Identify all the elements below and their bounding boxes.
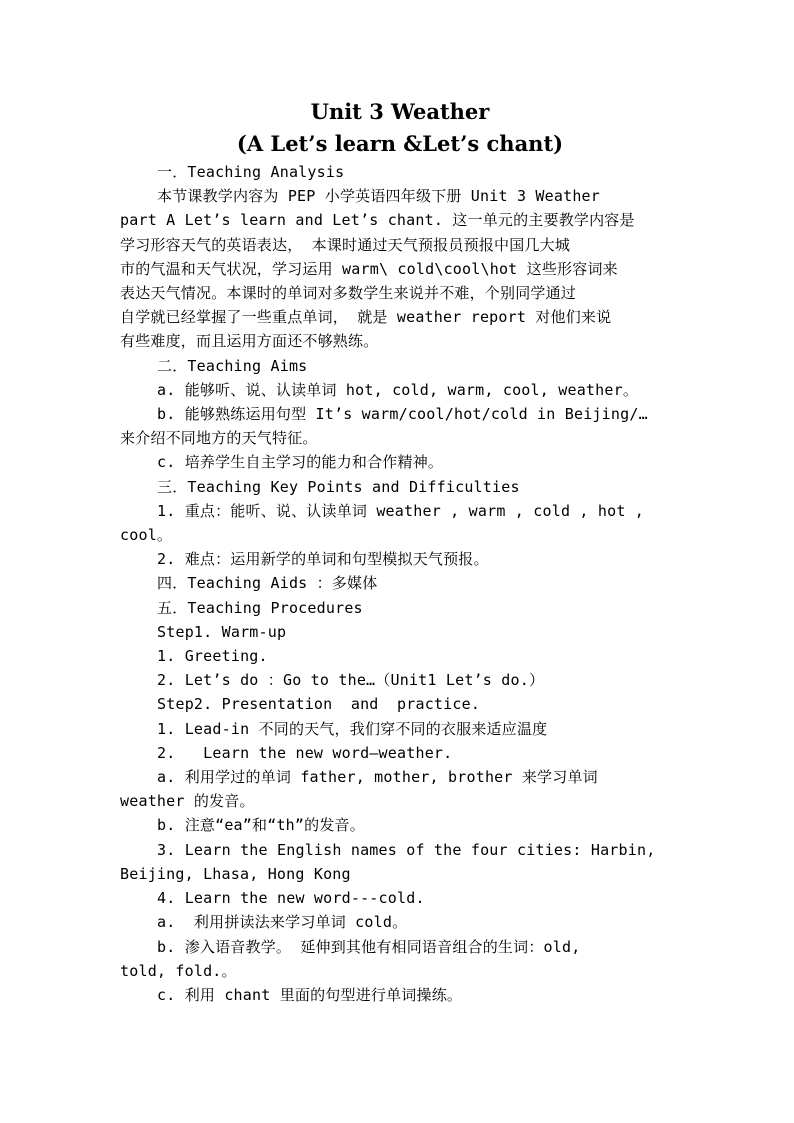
section-heading: 一．Teaching Analysis <box>157 163 345 181</box>
list-item: b. 渗入语音教学。 延伸到其他有相同语音组合的生词：old, <box>157 937 581 956</box>
section-heading: 五．Teaching Procedures <box>157 598 363 617</box>
list-item: 4. Learn the new word---cold. <box>157 889 425 908</box>
paragraph-line: 市的气温和天气状况，学习运用 warm\ cold\cool\hot 这些形容词来 <box>120 259 618 278</box>
list-item-continuation: told, fold.。 <box>120 961 237 980</box>
list-item-continuation: cool。 <box>120 526 173 545</box>
title-line-2: (A Let’s learn &Let’s chant) <box>236 131 564 156</box>
paragraph-line: 表达天气情况。本课时的单词对多数学生来说并不难，个别同学通过 <box>120 284 577 303</box>
title-line-1: Unit 3 Weather <box>310 99 490 124</box>
list-item: 1. Lead-in 不同的天气，我们穿不同的衣服来适应温度 <box>157 719 548 738</box>
list-item: 1. 重点：能听、说、认读单词 weather , warm , cold , hot , <box>157 501 645 520</box>
document-page <box>120 96 680 1007</box>
step-heading: Step1. Warm-up <box>157 622 287 641</box>
paragraph-line: 有些难度，而且运用方面还不够熟练。 <box>120 332 379 351</box>
list-item: a. 利用拼读法来学习单词 cold。 <box>157 913 408 932</box>
section-heading: 二．Teaching Aims <box>157 356 308 375</box>
list-item: b. 注意“ea”和“th”的发音。 <box>157 816 365 835</box>
paragraph-line: 本节课教学内容为 PEP 小学英语四年级下册 Unit 3 Weather <box>157 187 601 206</box>
list-item: c. 培养学生自主学习的能力和合作精神。 <box>157 453 444 472</box>
list-item-continuation: Beijing, Lhasa, Hong Kong <box>120 864 351 883</box>
document-title <box>120 96 680 160</box>
list-item: 2. Learn the new word—weather. <box>157 743 453 762</box>
document-body <box>120 160 680 1007</box>
step-heading: Step2. Presentation and practice. <box>157 695 481 714</box>
section-heading: 三．Teaching Key Points and Difficulties <box>157 477 520 496</box>
list-item: c. 利用 chant 里面的句型进行单词操练。 <box>157 985 463 1004</box>
section-heading: 四．Teaching Aids ：多媒体 <box>157 574 378 593</box>
list-item: 3. Learn the English names of the four cities: Harbin, <box>157 840 656 859</box>
list-item-continuation: 来介绍不同地方的天气特征。 <box>120 429 318 448</box>
list-item: a. 能够听、说、认读单词 hot, cold, warm, cool, weather。 <box>157 380 639 399</box>
list-item: 1. Greeting. <box>157 647 268 666</box>
list-item: b. 能够熟练运用句型 It’s warm/cool/hot/cold in Beijing/… <box>157 405 648 424</box>
paragraph-line: 学习形容天气的英语表达， 本课时通过天气预报员预报中国几大城 <box>120 235 571 254</box>
list-item-continuation: weather 的发音。 <box>120 792 255 811</box>
list-item: 2. 难点：运用新学的单词和句型模拟天气预报。 <box>157 550 489 569</box>
paragraph-line: 自学就已经掌握了一些重点单词， 就是 weather report 对他们来说 <box>120 308 612 327</box>
list-item: a. 利用学过的单词 father, mother, brother 来学习单词 <box>157 768 598 787</box>
paragraph-line: part A Let’s learn and Let’s chant. 这一单元的主要教学内容是 <box>120 211 635 230</box>
list-item: 2. Let’s do ：Go to the…（Unit1 Let’s do.） <box>157 671 545 690</box>
